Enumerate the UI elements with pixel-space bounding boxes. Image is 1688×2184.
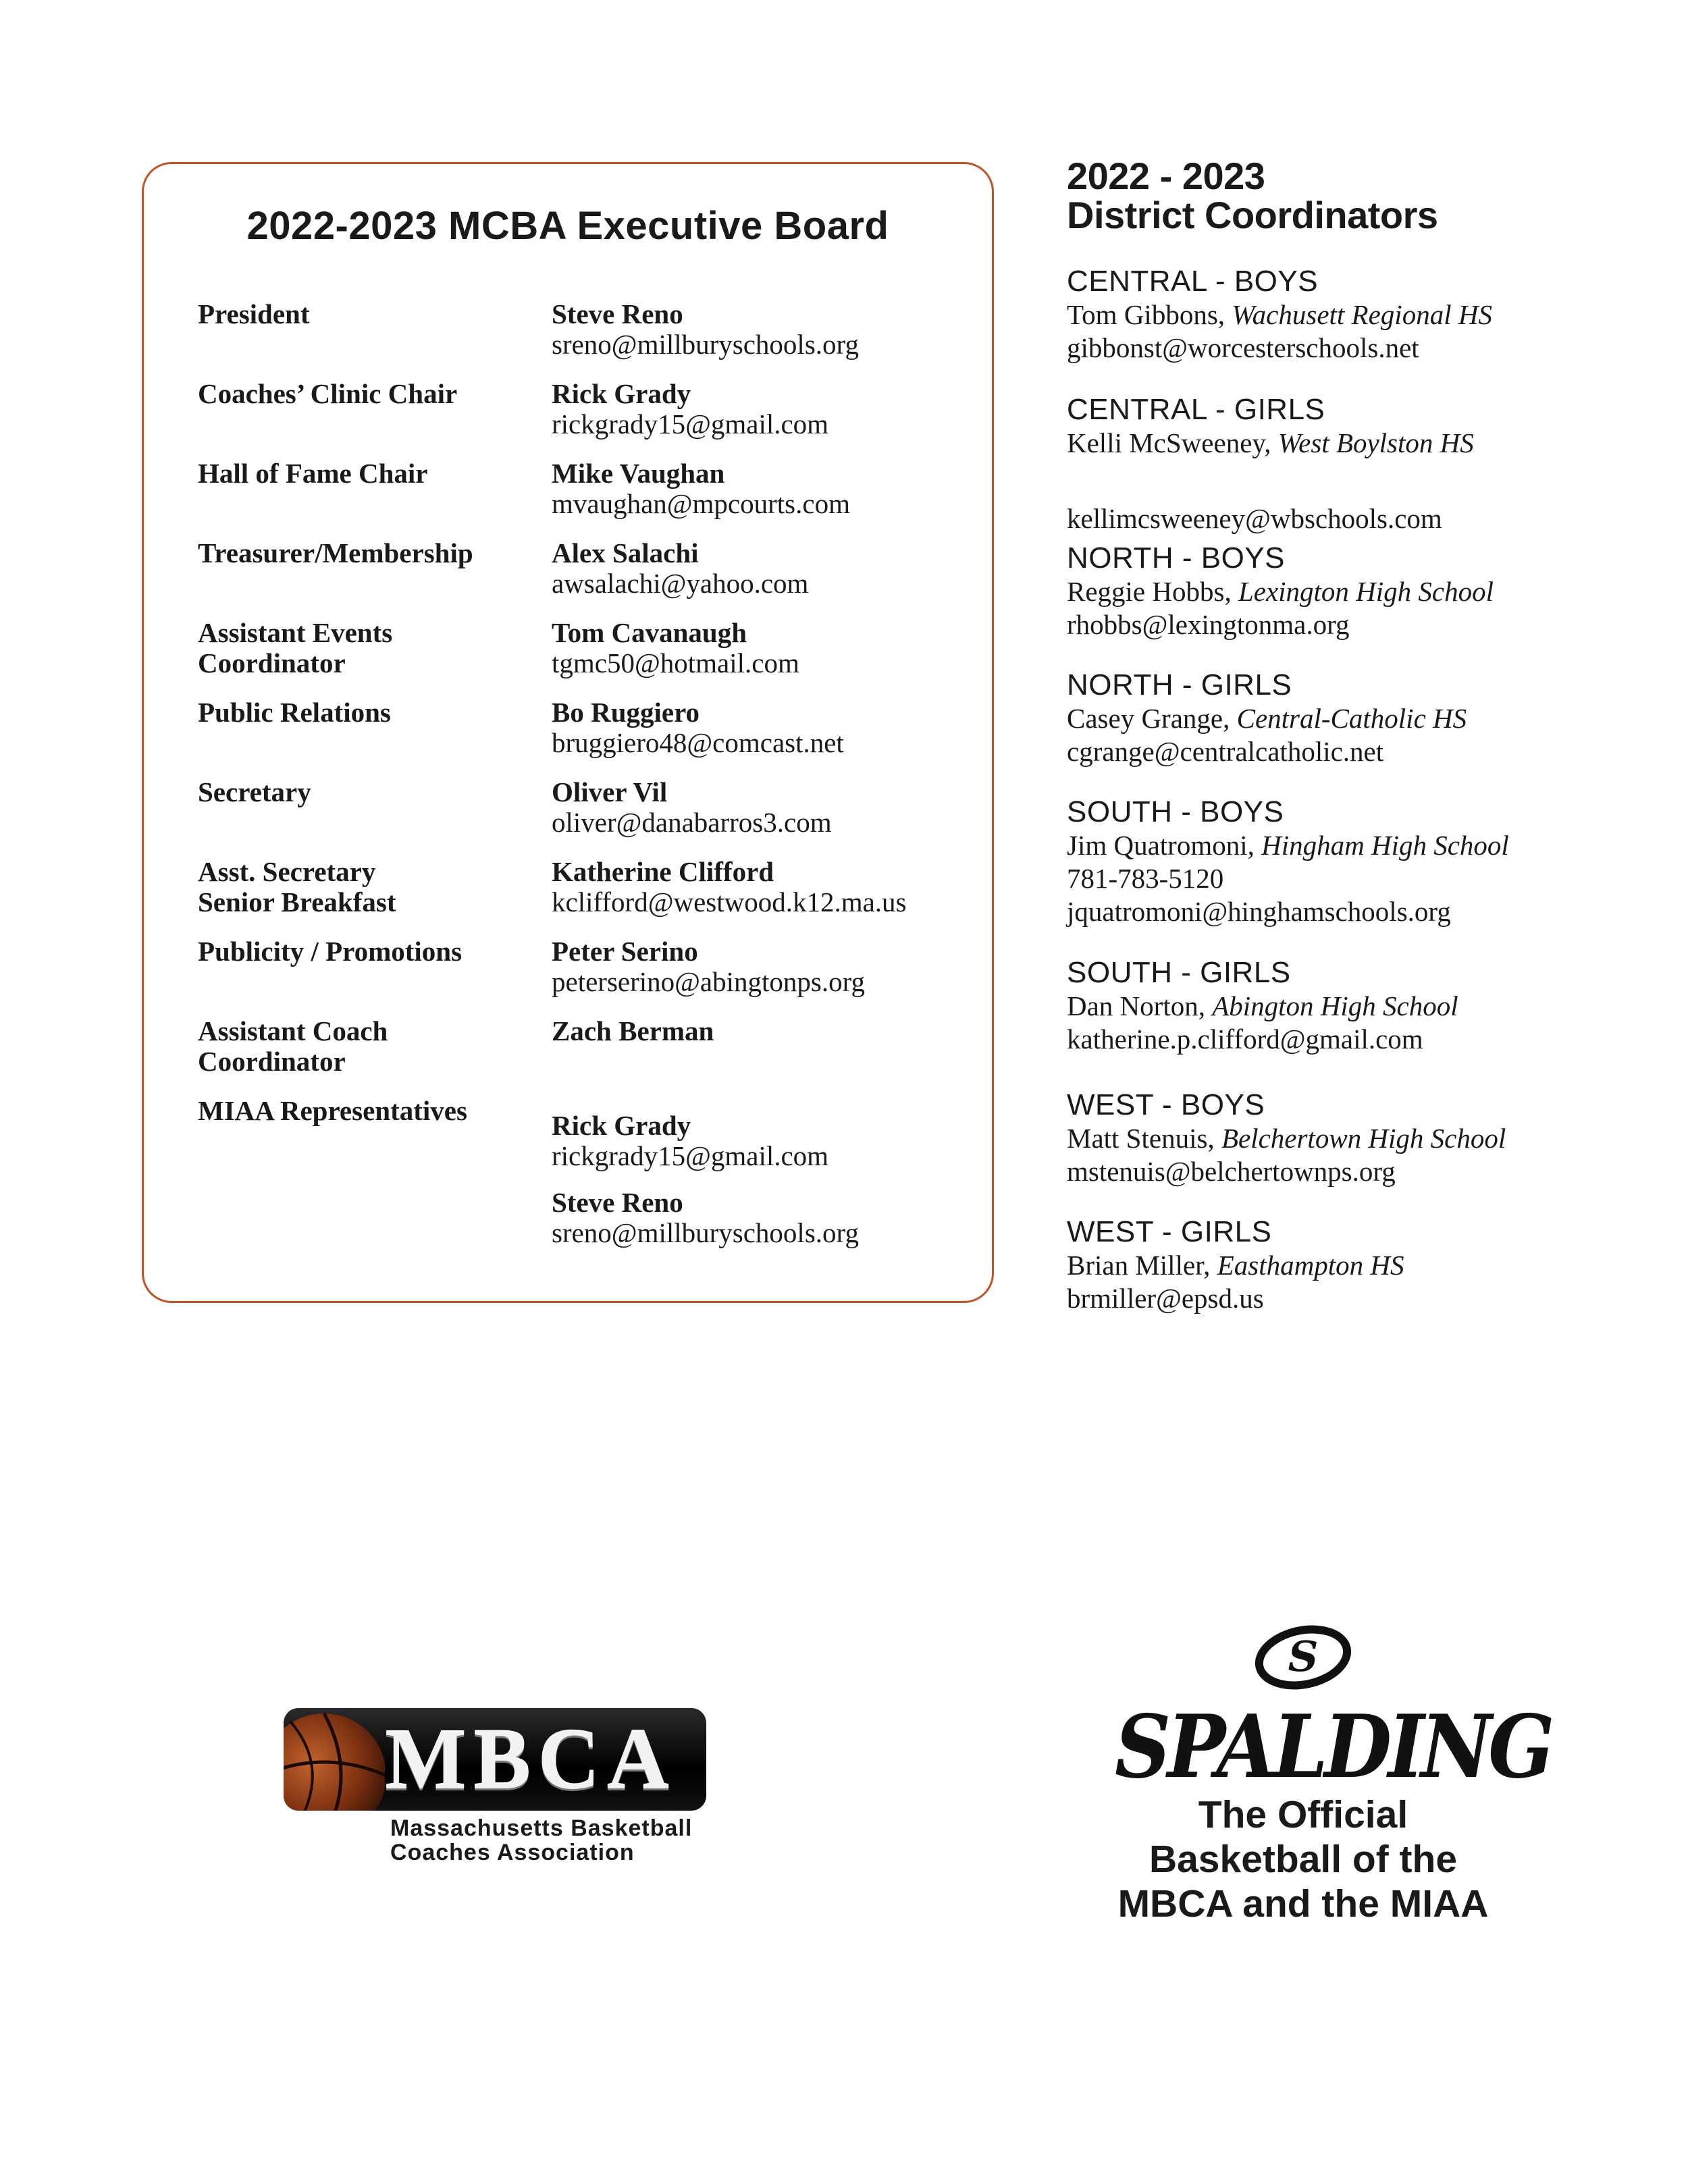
coordinator-school: West Boylston HS: [1277, 427, 1474, 458]
person-name: Steve Reno: [552, 1187, 683, 1218]
person-name: Katherine Clifford: [552, 856, 774, 887]
board-role: Asst. Secretary Senior Breakfast: [198, 856, 396, 917]
person-email[interactable]: awsalachi@yahoo.com: [552, 568, 809, 599]
district-region: NORTH - BOYS: [1067, 541, 1286, 575]
coordinator-email[interactable]: kellimcsweeney@wbschools.com: [1067, 503, 1442, 534]
board-role: Publicity / Promotions: [198, 936, 463, 967]
coordinator-name: Matt Stenuis,: [1067, 1123, 1221, 1154]
board-role: President: [198, 298, 310, 329]
coordinator-email[interactable]: brmiller@epsd.us: [1067, 1283, 1264, 1314]
district-title-text: District Coordinators: [1067, 194, 1438, 236]
person-name: Rick Grady: [552, 378, 691, 409]
board-role: Assistant Events Coordinator: [198, 617, 393, 678]
board-person: [552, 538, 984, 599]
person-name: Peter Serino: [552, 936, 698, 967]
person-name: Steve Reno: [552, 298, 683, 329]
coordinator-email[interactable]: jquatromoni@hinghamschools.org: [1067, 896, 1451, 927]
district-region: WEST - BOYS: [1067, 1088, 1265, 1121]
coordinator-school: Hingham High School: [1261, 830, 1509, 861]
board-role: Treasurer/Membership: [198, 537, 473, 568]
board-person: [552, 697, 984, 758]
person-name: Mike Vaughan: [552, 458, 725, 489]
coordinator-name: Jim Quatromoni,: [1067, 830, 1262, 861]
coordinator-email[interactable]: cgrange@centralcatholic.net: [1067, 736, 1384, 767]
person-email[interactable]: rickgrady15@gmail.com: [552, 408, 829, 440]
spalding-s-icon: [1252, 1624, 1354, 1691]
coordinator-name: Brian Miller,: [1067, 1250, 1217, 1281]
coordinator-name-line: [1067, 298, 1661, 331]
coordinator-blank-line: [1067, 460, 1661, 493]
person-name: Zach Berman: [552, 1015, 714, 1046]
coordinator-name: Reggie Hobbs,: [1067, 576, 1238, 607]
person-email[interactable]: tgmc50@hotmail.com: [552, 647, 799, 678]
coordinator-name-line: [1067, 427, 1661, 460]
board-person: [552, 379, 984, 440]
svg-text:S: S: [1288, 1632, 1319, 1681]
coordinator-school: Wachusett Regional HS: [1232, 299, 1492, 330]
coordinator-name-line: [1067, 702, 1661, 735]
spalding-tagline: The Official Basketball of the MBCA and the MIAA: [1117, 1793, 1489, 1925]
basketball-icon: [284, 1708, 385, 1811]
coordinator-name: Tom Gibbons,: [1067, 299, 1232, 330]
person-email[interactable]: mvaughan@mpcourts.com: [552, 488, 850, 519]
district-block: [1067, 956, 1661, 1056]
coordinator-phone: 781-783-5120: [1067, 863, 1224, 894]
district-region: CENTRAL - BOYS: [1067, 265, 1319, 298]
coordinator-name-line: [1067, 575, 1661, 608]
person-name: Alex Salachi: [552, 537, 699, 568]
district-region: SOUTH - BOYS: [1067, 795, 1284, 828]
district-block: [1067, 541, 1661, 641]
board-person: [552, 1016, 984, 1046]
person-email[interactable]: bruggiero48@comcast.net: [552, 727, 844, 758]
district-block: [1067, 668, 1661, 768]
person-name: Rick Grady: [552, 1110, 691, 1141]
spalding-wordmark: SPALDING: [1115, 1697, 1552, 1798]
board-role: Public Relations: [198, 697, 391, 728]
coordinator-email[interactable]: mstenuis@belchertownps.org: [1067, 1156, 1396, 1187]
board-person: [552, 458, 984, 519]
board-person: [552, 618, 984, 678]
coordinator-name-line: [1067, 990, 1661, 1023]
person-name: Bo Ruggiero: [552, 697, 700, 728]
district-block: [1067, 1215, 1661, 1315]
district-block: [1067, 265, 1661, 365]
board-person: [552, 1111, 984, 1171]
coordinator-name-line: [1067, 829, 1661, 862]
coordinator-name-line: [1067, 1122, 1661, 1155]
district-title-year: 2022 - 2023: [1067, 155, 1265, 197]
coordinator-name-line: [1067, 1249, 1661, 1282]
board-person: [552, 777, 984, 838]
coordinator-school: Central-Catholic HS: [1236, 703, 1467, 734]
person-email[interactable]: sreno@millburyschools.org: [552, 1217, 859, 1248]
coordinator-email[interactable]: rhobbs@lexingtonma.org: [1067, 609, 1350, 640]
coordinator-name: Dan Norton,: [1067, 990, 1213, 1021]
board-role: MIAA Representatives: [198, 1095, 467, 1126]
mbca-wordmark: MBCA: [385, 1711, 677, 1807]
person-email[interactable]: kclifford@westwood.k12.ma.us: [552, 886, 907, 917]
district-block: [1067, 393, 1661, 535]
district-region: SOUTH - GIRLS: [1067, 956, 1291, 989]
district-region: NORTH - GIRLS: [1067, 668, 1292, 701]
mbca-subtitle: Massachusetts Basketball Coaches Association: [390, 1815, 693, 1865]
coordinator-school: Abington High School: [1212, 990, 1458, 1021]
mbca-badge: [284, 1708, 706, 1811]
person-name: Oliver Vil: [552, 776, 668, 807]
district-block: [1067, 795, 1661, 928]
board-role: Assistant Coach Coordinator: [198, 1015, 388, 1077]
executive-board-title: 2022-2023 MCBA Executive Board: [246, 204, 889, 248]
coordinator-email[interactable]: gibbonst@worcesterschools.net: [1067, 332, 1419, 363]
coordinator-school: Easthampton HS: [1217, 1250, 1404, 1281]
person-email[interactable]: sreno@millburyschools.org: [552, 329, 859, 360]
district-block: [1067, 1088, 1661, 1188]
coordinator-school: Lexington High School: [1238, 576, 1494, 607]
coordinator-name: Kelli McSweeney,: [1067, 427, 1278, 458]
board-role: Hall of Fame Chair: [198, 458, 428, 489]
coordinator-school: Belchertown High School: [1221, 1123, 1506, 1154]
mbca-logo: [284, 1708, 716, 1870]
coordinator-email[interactable]: katherine.p.clifford@gmail.com: [1067, 1023, 1423, 1055]
district-coordinators-title: [1067, 157, 1661, 235]
coordinator-name: Casey Grange,: [1067, 703, 1237, 734]
spalding-logo: [1094, 1624, 1552, 1941]
person-email[interactable]: peterserino@abingtonps.org: [552, 966, 865, 997]
person-email[interactable]: oliver@danabarros3.com: [552, 807, 832, 838]
board-person: [552, 936, 984, 997]
executive-board-panel: [142, 162, 994, 1303]
board-person: [552, 1188, 984, 1248]
board-role: Secretary: [198, 776, 311, 807]
district-region: CENTRAL - GIRLS: [1067, 393, 1325, 426]
district-coordinators: [1067, 155, 1661, 1314]
board-role: Coaches’ Clinic Chair: [198, 378, 458, 409]
person-name: Tom Cavanaugh: [552, 617, 747, 648]
district-region: WEST - GIRLS: [1067, 1215, 1272, 1248]
board-person: [552, 299, 984, 360]
board-person: [552, 857, 984, 917]
person-email[interactable]: rickgrady15@gmail.com: [552, 1140, 829, 1171]
